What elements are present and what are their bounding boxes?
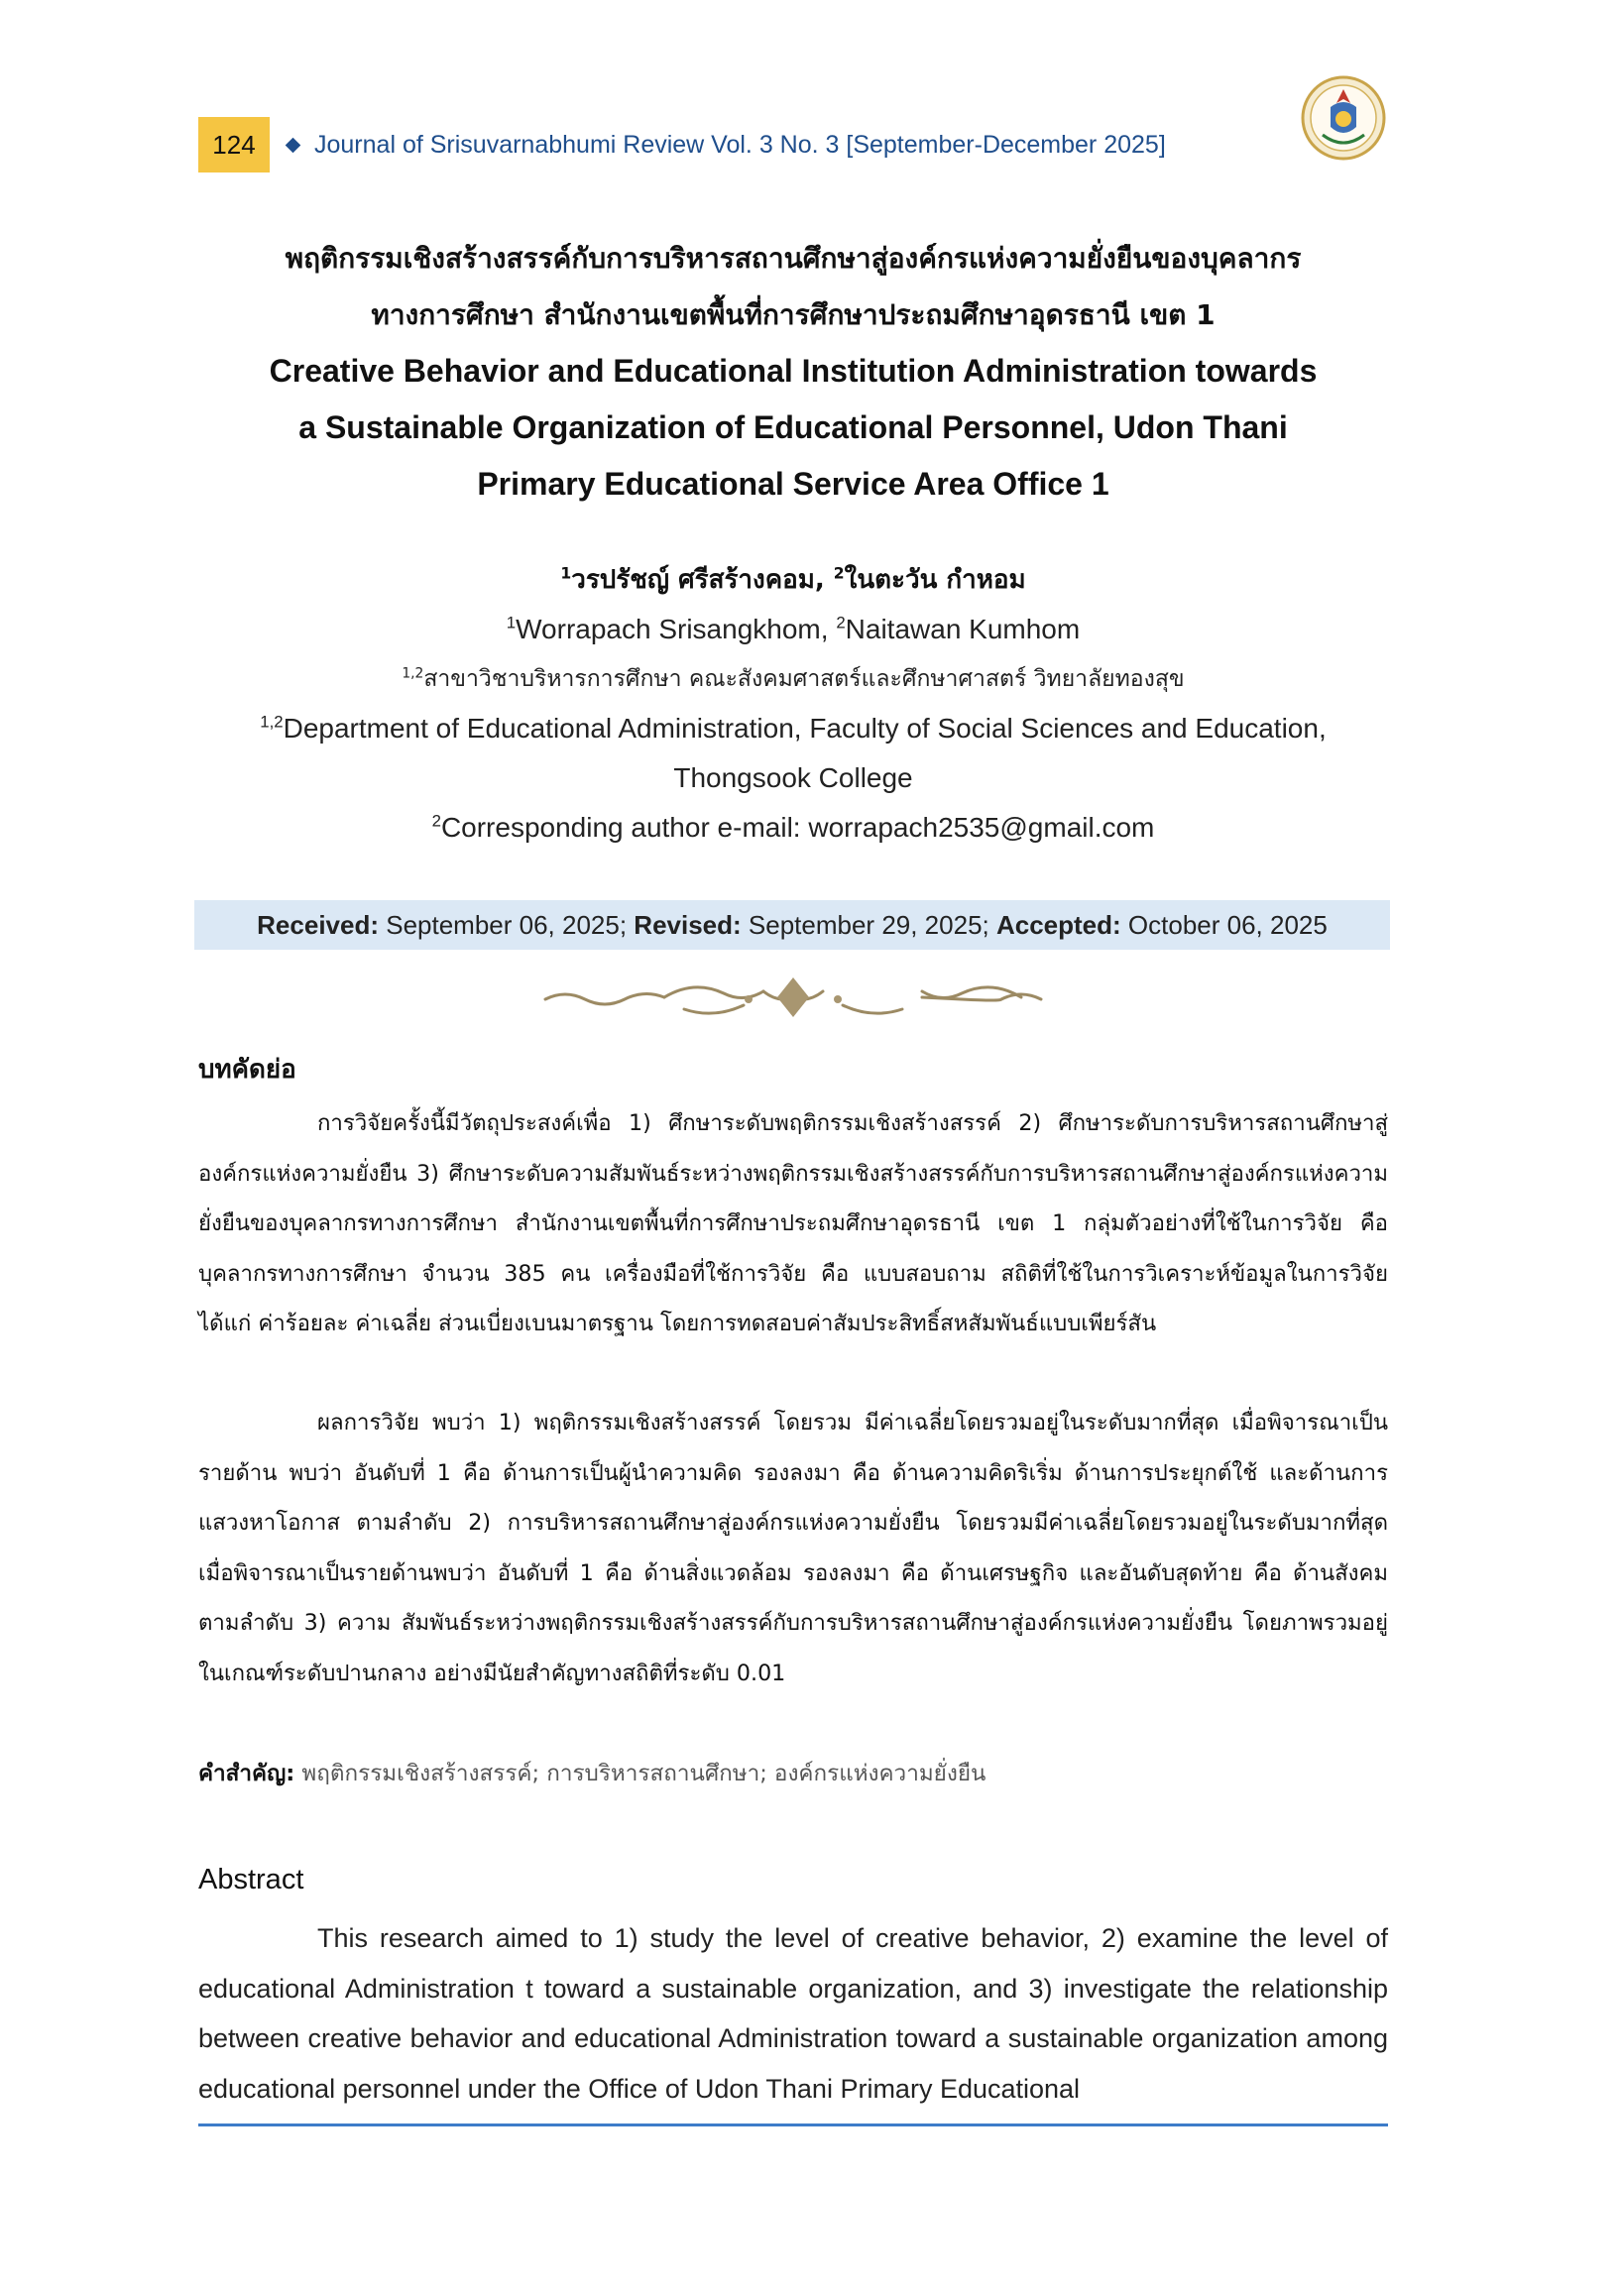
english-abstract-p1-text: This research aimed to 1) study the level of creative behavior, 2) examine the level of educational Administration t toward a sustainable organization, and 3) investigate the relationship between creative behavior and educational Administration toward a sustainable organization among educational personnel under the Office of Udon Thani Primary Educational	[198, 1923, 1388, 2104]
journal-name: Journal of Srisuvarnabhumi Review Vol. 3 No. 3 [September-December 2025]	[314, 130, 1166, 159]
english-title-line-3: Primary Educational Service Area Office 1	[477, 466, 1109, 502]
english-authors	[198, 605, 1388, 654]
english-department-line-2: Thongsook College	[673, 762, 913, 793]
superscript-2: 2	[836, 613, 846, 632]
decorative-divider-ornament-icon	[535, 970, 1051, 1025]
thai-abstract-heading: บทคัดย่อ	[198, 1055, 296, 1085]
thai-abstract-paragraph-2	[198, 1398, 1388, 1698]
revised-label: Revised:	[634, 909, 742, 940]
keywords-label: คำสำคัญ:	[198, 1761, 295, 1786]
superscript-2: 2	[833, 564, 845, 583]
page-number: 124	[198, 117, 270, 172]
accepted-label: Accepted:	[995, 909, 1121, 940]
page-header	[198, 117, 1166, 172]
thai-abstract-paragraph-1	[198, 1098, 1388, 1349]
thai-department	[198, 654, 1388, 704]
english-author-1: Worrapach Srisangkhom,	[516, 614, 829, 644]
thai-author-2: ในตะวัน กำหอม	[844, 565, 1026, 595]
thai-abstract-p2-text: ผลการวิจัย พบว่า 1) พฤติกรรมเชิงสร้างสรรค์ โดยรวม มีค่าเฉลี่ยโดยรวมอยู่ในระดับมากที่สุด เมื่อพิจารณาเป็นรายด้าน พบว่า อันดับที่ 1 คือ ด้านการเป็นผู้นำความคิด รองลงมา คือ ด้านความคิดริเริ่ม ด้านการประยุกต์ใช้ และด้านการแสวงหาโอกาส ตามลำดับ 2) การบริหารสถานศึกษาสู่องค์กรแห่งความยั่งยืน โดยรวมมีค่าเฉลี่ยโดยรวมอยู่ในระดับมากที่สุด เมื่อพิจารณาเป็นรายด้านพบว่า อันดับที่ 1 คือ ด้านสิ่งแวดล้อม รองลงมา คือ ด้านเศรษฐกิจ และอันดับสุดท้าย คือ ด้านสังคม ตามลำดับ 3) ความ สัมพันธ์ระหว่างพฤติกรรมเชิงสร้างสรรค์กับการบริหารสถานศึกษาสู่องค์กรแห่งความยั่งยืน โดยภาพรวมอยู่ในเกณฑ์ระดับปานกลาง อย่างมีนัยสำคัญทางสถิติที่ระดับ 0.01	[198, 1410, 1388, 1686]
superscript-2: 2	[431, 811, 441, 831]
thai-title-line-2: ทางการศึกษา สำนักงานเขตพื้นที่การศึกษาประถมศึกษาอุดรธานี เขต 1	[371, 298, 1216, 331]
thai-title-line-1: พฤติกรรมเชิงสร้างสรรค์กับการบริหารสถานศึกษาสู่องค์กรแห่งความยั่งยืนของบุคลากร	[285, 242, 1302, 275]
english-department-line-1	[198, 704, 1388, 753]
thai-abstract-p1-text: การวิจัยครั้งนี้มีวัตถุประสงค์เพื่อ 1) ศึกษาระดับพฤติกรรมเชิงสร้างสรรค์ 2) ศึกษาระดับการบริหารสถานศึกษาสู่องค์กรแห่งความยั่งยืน 3) ศึกษาระดับความสัมพันธ์ระหว่างพฤติกรรมเชิงสร้างสรรค์กับการบริหารสถานศึกษาสู่องค์กรแห่งความยั่งยืนของบุคลากรทางการศึกษา สำนักงานเขตพื้นที่การศึกษาประถมศึกษาอุดรธานี เขต 1 กลุ่มตัวอย่างที่ใช้ในการวิจัย คือ บุคลากรทางการศึกษา จำนวน 385 คน เครื่องมือที่ใช้การวิจัย คือ แบบสอบถาม สถิติที่ใช้ในการวิเคราะห์ข้อมูลในการวิจัย ได้แก่ ค่าร้อยละ ค่าเฉลี่ย ส่วนเบี่ยงเบนมาตรฐาน โดยการทดสอบค่าสัมประสิทธิ์สหสัมพันธ์แบบเพียร์สัน	[198, 1110, 1388, 1336]
english-abstract-heading: Abstract	[198, 1864, 304, 1895]
submission-dates-bar	[194, 900, 1390, 950]
received-date: September 06, 2025;	[379, 909, 635, 940]
english-title-line-1: Creative Behavior and Educational Institution Administration towards	[269, 353, 1318, 389]
author-block	[198, 555, 1388, 853]
english-abstract-paragraph-1	[198, 1913, 1388, 2114]
thai-department-text: สาขาวิชาบริหารการศึกษา คณะสังคมศาสตร์และศึกษาศาสตร์ วิทยาลัยทองสุข	[423, 666, 1185, 692]
superscript-1: 1	[506, 613, 517, 632]
english-author-2: Naitawan Kumhom	[845, 614, 1081, 644]
revised-date: September 29, 2025;	[741, 909, 996, 940]
title-block	[198, 230, 1388, 513]
keywords-text: พฤติกรรมเชิงสร้างสรรค์; การบริหารสถานศึกษา; องค์กรแห่งความยั่งยืน	[294, 1761, 986, 1786]
english-title-line-2: a Sustainable Organization of Educational Personnel, Udon Thani	[298, 409, 1288, 445]
superscript-1-2: 1,2	[402, 665, 424, 682]
corresponding-email: Corresponding author e-mail: worrapach2535@gmail.com	[440, 812, 1155, 843]
superscript-1-2: 1,2	[260, 712, 284, 732]
footer-divider	[198, 2123, 1388, 2126]
thai-author-1: วรปรัชญ์ ศรีสร้างคอม,	[571, 565, 825, 595]
english-department-text: Department of Educational Administration, Faculty of Social Sciences and Education,	[283, 713, 1327, 744]
journal-seal-logo	[1301, 75, 1386, 161]
accepted-date: October 06, 2025	[1120, 909, 1328, 940]
superscript-1: 1	[560, 564, 572, 583]
corresponding-author	[198, 803, 1388, 853]
received-label: Received:	[257, 909, 379, 940]
thai-authors	[198, 555, 1388, 605]
diamond-bullet-icon	[286, 137, 301, 153]
thai-keywords	[198, 1749, 1388, 1798]
